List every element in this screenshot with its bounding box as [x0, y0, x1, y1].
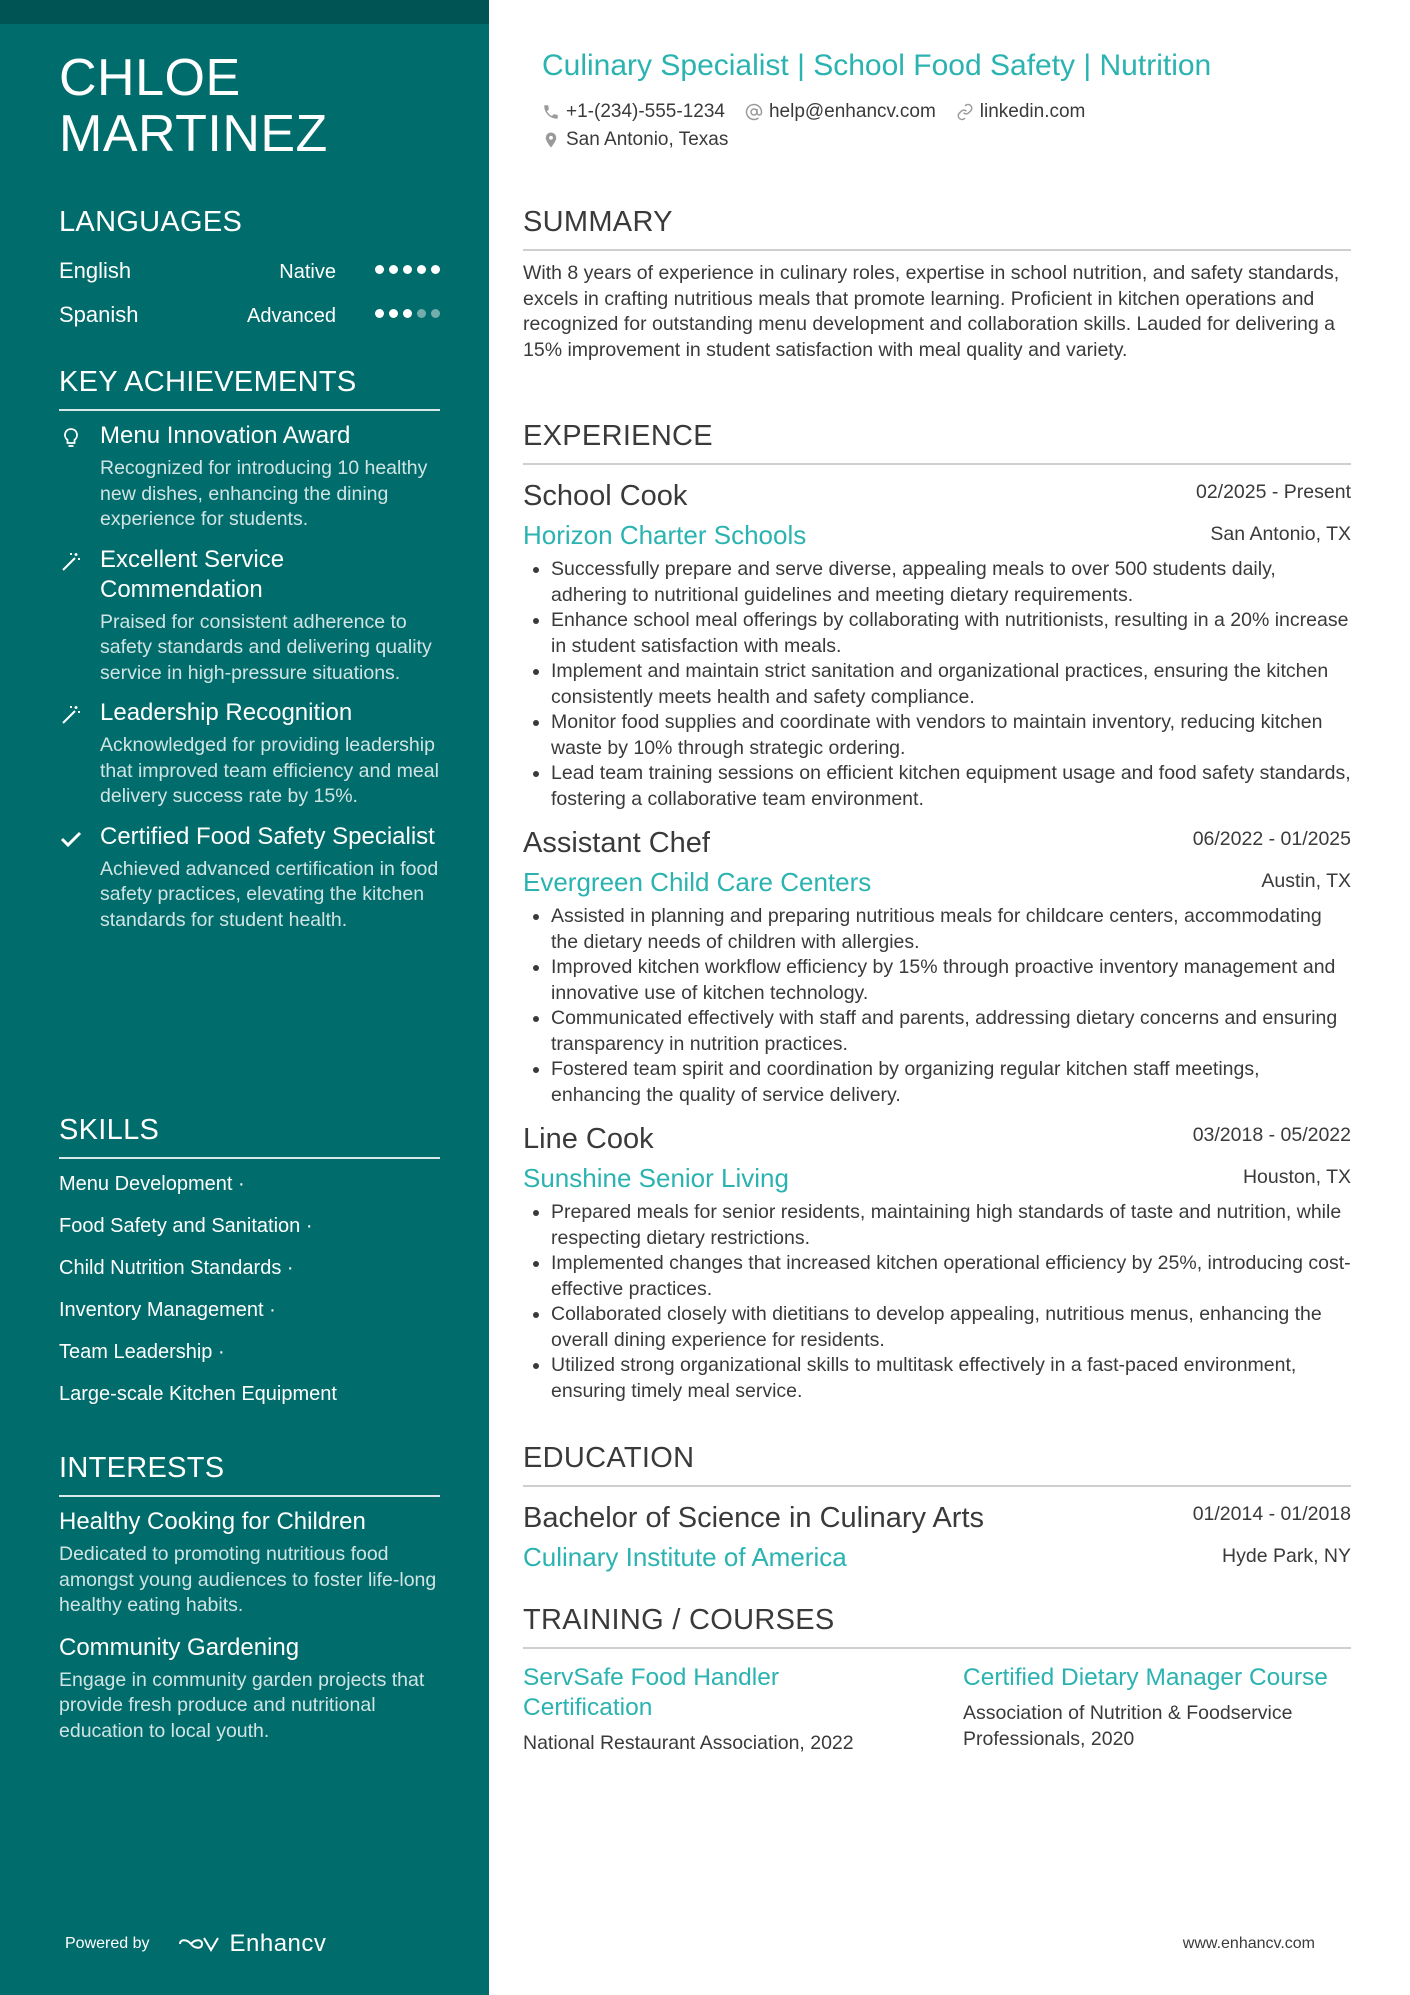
languages-heading: LANGUAGES [59, 206, 243, 238]
course-item [963, 1663, 1351, 1757]
magic-wand-icon [59, 550, 83, 574]
at-icon [745, 103, 763, 121]
checkmark-icon [59, 827, 83, 851]
language-row [59, 249, 440, 293]
job-bullet: • Assisted in planning and preparing nutritious meals for childcare centers, accommodating the dietary needs of children with allergies. [551, 904, 1351, 955]
contact-linkedin[interactable] [956, 100, 1086, 124]
job-entry [523, 475, 1351, 812]
interests-heading: INTERESTS [59, 1451, 440, 1497]
achievement-item [59, 421, 440, 533]
job-bullet: • Collaborated closely with dietitians to develop appealing, nutritious menus, enhancing the overall dining experience for residents. [551, 1302, 1351, 1353]
enhancv-brand-text: Enhancv [229, 1930, 327, 1957]
company-name: Sunshine Senior Living [523, 1163, 789, 1193]
job-title: Assistant Chef [523, 827, 710, 859]
degree-title: Bachelor of Science in Culinary Arts [523, 1502, 984, 1534]
company-name: Horizon Charter Schools [523, 520, 807, 550]
rating-dot [417, 309, 426, 318]
phone-text: +1-(234)-555-1234 [566, 101, 725, 122]
job-bullet: • Implemented changes that increased kitchen operational efficiency by 25%, introducing cost-effective practices. [551, 1251, 1351, 1302]
language-rating [375, 301, 440, 318]
experience-heading: EXPERIENCE [523, 419, 1351, 465]
contact-email[interactable] [745, 100, 936, 124]
enhancv-logo[interactable] [176, 1930, 327, 1958]
rating-dot [431, 309, 440, 318]
school-name: Culinary Institute of America [523, 1542, 847, 1572]
powered-by-label: Powered by [65, 1935, 150, 1952]
linkedin-text: linkedin.com [979, 101, 1086, 122]
language-row [59, 293, 440, 337]
rating-dot [375, 265, 384, 274]
training-section [523, 1603, 1351, 1757]
summary-section [523, 205, 1351, 363]
experience-section [523, 419, 1351, 1404]
location-text: San Antonio, Texas [566, 129, 729, 150]
job-entry [523, 1118, 1351, 1404]
job-location: Houston, TX [1242, 1166, 1351, 1188]
footer-url[interactable]: www.enhancv.com [1182, 1935, 1315, 1952]
job-bullet: • Implement and maintain strict sanitation and organizational practices, ensuring the kitchen consistently meets health and safety compliance. [551, 659, 1351, 710]
skill-item: Inventory Management · [59, 1299, 276, 1321]
job-bullets [523, 1200, 1351, 1404]
course-org: National Restaurant Association, 2022 [523, 1732, 854, 1754]
summary-heading: SUMMARY [523, 205, 1351, 251]
achievement-desc: Recognized for introducing 10 healthy new dishes, enhancing the dining experience for students. [100, 457, 428, 530]
contact-location-row [542, 128, 728, 152]
contact-row [542, 100, 1085, 124]
magic-wand-icon [59, 703, 83, 727]
job-bullet: • Lead team training sessions on efficient kitchen equipment usage and food safety standards, fostering a collaborative team environment. [551, 761, 1351, 812]
sidebar [0, 0, 489, 1995]
education-entry [523, 1497, 1351, 1577]
skill-item: Large-scale Kitchen Equipment [59, 1383, 337, 1405]
job-entry [523, 822, 1351, 1108]
contact-location [542, 128, 728, 152]
enhancv-logo-icon [176, 1932, 222, 1956]
achievement-item [59, 545, 440, 687]
job-dates: 03/2018 - 05/2022 [1192, 1124, 1351, 1146]
rating-dot [389, 309, 398, 318]
rating-dot [403, 309, 412, 318]
course-org: Association of Nutrition & Foodservice Professionals, 2020 [963, 1702, 1293, 1750]
job-bullet: • Successfully prepare and serve diverse, appealing meals to over 500 students daily, adhering to nutritional guidelines and meeting dietary requirements. [551, 557, 1351, 608]
achievement-title: Menu Innovation Award [100, 422, 351, 449]
interest-desc: Dedicated to promoting nutritious food amongst young audiences to foster life-long healthy eating habits. [59, 1543, 437, 1616]
job-location: Austin, TX [1261, 870, 1351, 892]
education-section [523, 1441, 1351, 1577]
language-name: English [59, 258, 132, 283]
sidebar-top-bar [0, 0, 489, 24]
location-pin-icon [542, 131, 560, 149]
email-text: help@enhancv.com [768, 101, 936, 122]
job-dates: 06/2022 - 01/2025 [1192, 828, 1351, 850]
skills-section [59, 1113, 440, 1417]
achievement-title: Leadership Recognition [100, 699, 353, 726]
achievements-section [59, 365, 440, 933]
language-rating [375, 257, 440, 274]
skill-item: Child Nutrition Standards · [59, 1257, 294, 1279]
phone-icon [542, 103, 560, 121]
languages-section [59, 205, 440, 337]
job-bullet: • Utilized strong organizational skills to multitask effectively in a fast-paced environment, ensuring timely meal service. [551, 1353, 1351, 1404]
interests-section [59, 1451, 440, 1744]
rating-dot [431, 265, 440, 274]
language-level: Native [279, 261, 336, 283]
education-dates: 01/2014 - 01/2018 [1192, 1503, 1351, 1525]
skill-item: Menu Development · [59, 1173, 245, 1195]
job-bullets [523, 557, 1351, 812]
language-name: Spanish [59, 302, 139, 327]
course-item [523, 1663, 911, 1757]
job-dates: 02/2025 - Present [1195, 481, 1351, 503]
achievement-title: Certified Food Safety Specialist [100, 822, 435, 850]
company-name: Evergreen Child Care Centers [523, 867, 872, 897]
rating-dot [403, 265, 412, 274]
skill-item: Team Leadership · [59, 1341, 225, 1363]
rating-dot [389, 265, 398, 274]
summary-text: With 8 years of experience in culinary roles, expertise in school nutrition, and safety standards, excels in crafting nutritious meals that promote learning. Proficient in kitchen operations and recognized for outstanding menu development and collaboration skills. Lauded for delivering a 15% improvement in student satisfaction with meal quality and variety. [523, 262, 1340, 361]
achievement-desc: Praised for consistent adherence to safety standards and delivering quality service in high-pressure situations. [100, 610, 432, 684]
lightbulb-icon [59, 426, 83, 450]
achievement-desc: Acknowledged for providing leadership that improved team efficiency and meal delivery success rate by 15%. [100, 734, 439, 807]
job-bullet: • Improved kitchen workflow efficiency by 15% through proactive inventory management and innovative use of kitchen technology. [551, 955, 1351, 1006]
job-location: San Antonio, TX [1210, 523, 1351, 545]
achievements-heading: KEY ACHIEVEMENTS [59, 365, 440, 411]
education-heading: EDUCATION [523, 1441, 1351, 1487]
interest-title: Healthy Cooking for Children [59, 1508, 366, 1535]
job-bullet: • Enhance school meal offerings by collaborating with nutritionists, resulting in a 20% increase in student satisfaction with meals. [551, 608, 1351, 659]
achievement-desc: Achieved advanced certification in food safety practices, elevating the kitchen standards for student health. [100, 857, 439, 931]
job-bullet: • Monitor food supplies and coordinate with vendors to maintain inventory, reducing kitchen waste by 10% through strategic ordering. [551, 710, 1351, 761]
achievement-item [59, 822, 440, 934]
link-icon [956, 103, 974, 121]
candidate-name: CHLOE MARTINEZ [59, 49, 328, 163]
job-bullet: • Communicated effectively with staff and parents, addressing dietary concerns and ensuring transparency in nutrition practices. [551, 1006, 1351, 1057]
skill-item: Food Safety and Sanitation · [59, 1215, 313, 1237]
job-title: School Cook [523, 480, 688, 512]
job-bullet: • Fostered team spirit and coordination by organizing regular kitchen staff meetings, enhancing the quality of service delivery. [551, 1057, 1351, 1108]
powered-by [65, 1930, 326, 1958]
job-title: Line Cook [523, 1123, 654, 1155]
rating-dot [375, 309, 384, 318]
interest-desc: Engage in community garden projects that provide fresh produce and nutritional education to local youth. [59, 1668, 425, 1742]
course-title: ServSafe Food Handler Certification [523, 1664, 780, 1721]
course-title: Certified Dietary Manager Course [963, 1664, 1328, 1691]
training-heading: TRAINING / COURSES [523, 1603, 1351, 1649]
interest-title: Community Gardening [59, 1633, 300, 1661]
skills-heading: SKILLS [59, 1113, 440, 1159]
rating-dot [417, 265, 426, 274]
job-bullets [523, 904, 1351, 1108]
education-location: Hyde Park, NY [1222, 1545, 1351, 1567]
achievement-item [59, 698, 440, 810]
headline: Culinary Specialist | School Food Safety | Nutrition [542, 49, 1212, 82]
contact-phone[interactable] [542, 100, 725, 124]
job-bullet: • Prepared meals for senior residents, maintaining high standards of taste and nutrition, while respecting dietary restrictions. [551, 1200, 1351, 1251]
achievement-title: Excellent Service Commendation [100, 545, 285, 603]
language-level: Advanced [247, 305, 336, 327]
